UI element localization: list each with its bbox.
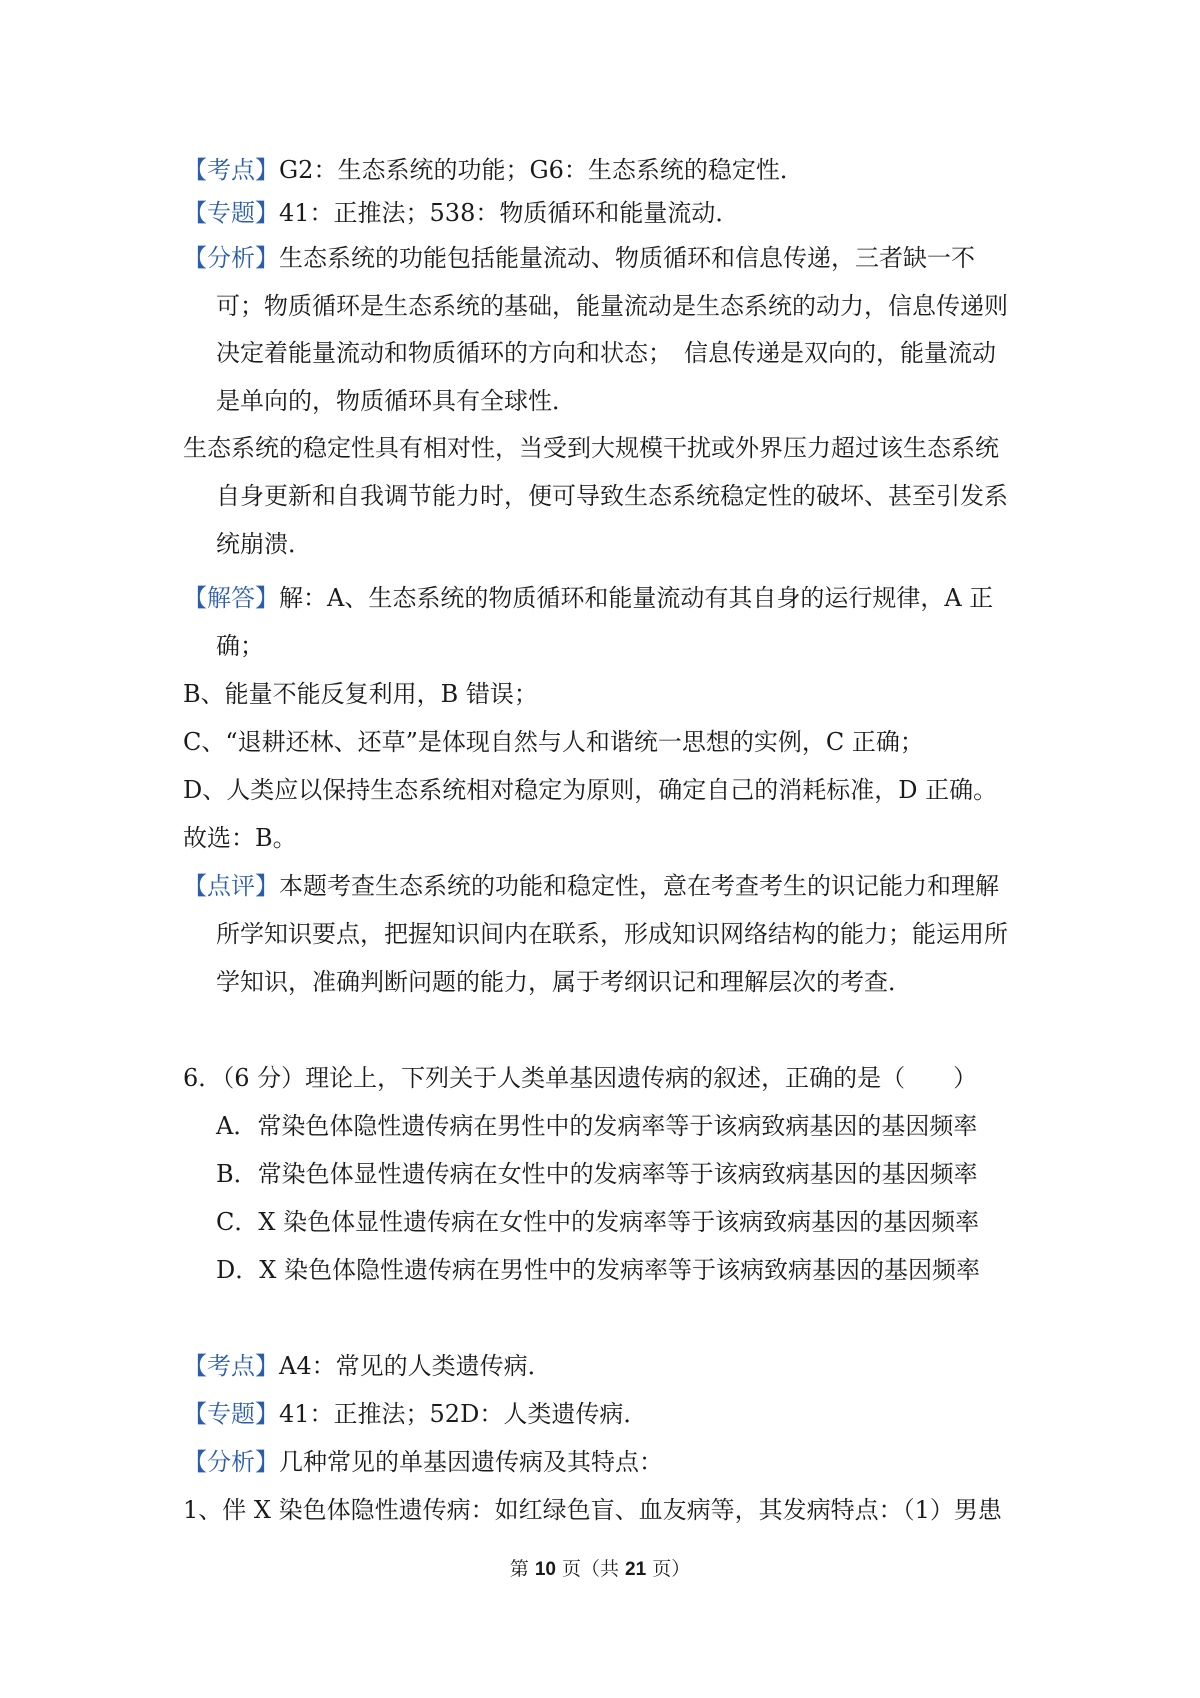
q6-zhuanti (183, 1397, 647, 1431)
fenxi-line: 决定着能量流动和物质循环的方向和状态； 信息传递是双向的，能量流动 (216, 339, 996, 367)
fenxi-tag: 【分析】 (183, 244, 279, 272)
zhuanti-text: 41：正推法；52D：人类遗传病． (279, 1400, 648, 1428)
q5-dianping (183, 869, 999, 903)
fenxi-text: 几种常见的单基因遗传病及其特点： (279, 1448, 663, 1476)
jieda-tag: 【解答】 (183, 584, 279, 612)
kaodian-tag: 【考点】 (183, 1352, 279, 1380)
jieda-line: 解：A、生态系统的物质循环和能量流动有其自身的运行规律，A 正 (279, 584, 994, 612)
q5-jieda (183, 581, 993, 615)
dianping-tag: 【点评】 (183, 872, 279, 900)
kaodian-text: G2：生态系统的功能；G6：生态系统的稳定性． (279, 156, 804, 184)
fenxi-tag: 【分析】 (183, 1448, 279, 1476)
option-b: B．常染色体显性遗传病在女性中的发病率等于该病致病基因的基因频率 (216, 1160, 978, 1188)
zhuanti-tag: 【专题】 (183, 1400, 279, 1428)
dianping-line: 学知识，准确判断问题的能力，属于考纲识记和理解层次的考查． (216, 968, 912, 996)
dianping-line: 所学知识要点，把握知识间内在联系，形成知识网络结构的能力；能运用所 (216, 920, 1008, 948)
footer-middle: 页（共 (555, 1558, 626, 1580)
q6-fenxi (183, 1445, 663, 1479)
zhuanti-text: 41：正推法；538：物质循环和能量流动． (279, 199, 740, 227)
q5-kaodian (183, 153, 804, 187)
answer-line: B、能量不能反复利用，B 错误； (183, 680, 538, 708)
option-a: A．常染色体隐性遗传病在男性中的发病率等于该病致病基因的基因频率 (216, 1112, 978, 1140)
fenxi-line: 可；物质循环是生态系统的基础，能量流动是生态系统的动力，信息传递则 (216, 292, 1008, 320)
q6-item1: 1、伴 X 染色体隐性遗传病：如红绿色盲、血友病等，其发病特点：（1）男患 (183, 1496, 1002, 1524)
q6-stem: 6．（6 分）理论上，下列关于人类单基因遗传病的叙述，正确的是（ ） (183, 1064, 978, 1092)
option-d: D．X 染色体隐性遗传病在男性中的发病率等于该病致病基因的基因频率 (216, 1256, 980, 1284)
fenxi-line: 是单向的，物质循环具有全球性． (216, 387, 576, 415)
stability-line: 生态系统的稳定性具有相对性，当受到大规模干扰或外界压力超过该生态系统 (183, 434, 999, 462)
footer-suffix: 页） (646, 1558, 691, 1580)
page-total: 21 (625, 1559, 647, 1580)
jieda-line: 确； (216, 632, 264, 660)
kaodian-tag: 【考点】 (183, 156, 279, 184)
answer-line: 故选：B。 (183, 824, 297, 852)
q5-fenxi (183, 241, 975, 275)
fenxi-line: 生态系统的功能包括能量流动、物质循环和信息传递，三者缺一不 (279, 244, 975, 272)
page-number: 10 (534, 1559, 556, 1580)
option-c: C．X 染色体显性遗传病在女性中的发病率等于该病致病基因的基因频率 (216, 1208, 980, 1236)
stability-line: 统崩溃． (216, 530, 312, 558)
footer-prefix: 第 (509, 1558, 535, 1580)
stability-line: 自身更新和自我调节能力时，便可导致生态系统稳定性的破坏、甚至引发系 (216, 482, 1008, 510)
zhuanti-tag: 【专题】 (183, 199, 279, 227)
page-footer (0, 1556, 1200, 1583)
q6-kaodian (183, 1349, 552, 1383)
kaodian-text: A4：常见的人类遗传病． (279, 1352, 552, 1380)
dianping-line: 本题考查生态系统的功能和稳定性，意在考查考生的识记能力和理解 (279, 872, 999, 900)
answer-line: C、“退耕还林、还草”是体现自然与人和谐统一思想的实例，C 正确； (183, 728, 924, 756)
answer-line: D、人类应以保持生态系统相对稳定为原则，确定自己的消耗标准，D 正确。 (183, 776, 998, 804)
q5-zhuanti (183, 196, 739, 230)
